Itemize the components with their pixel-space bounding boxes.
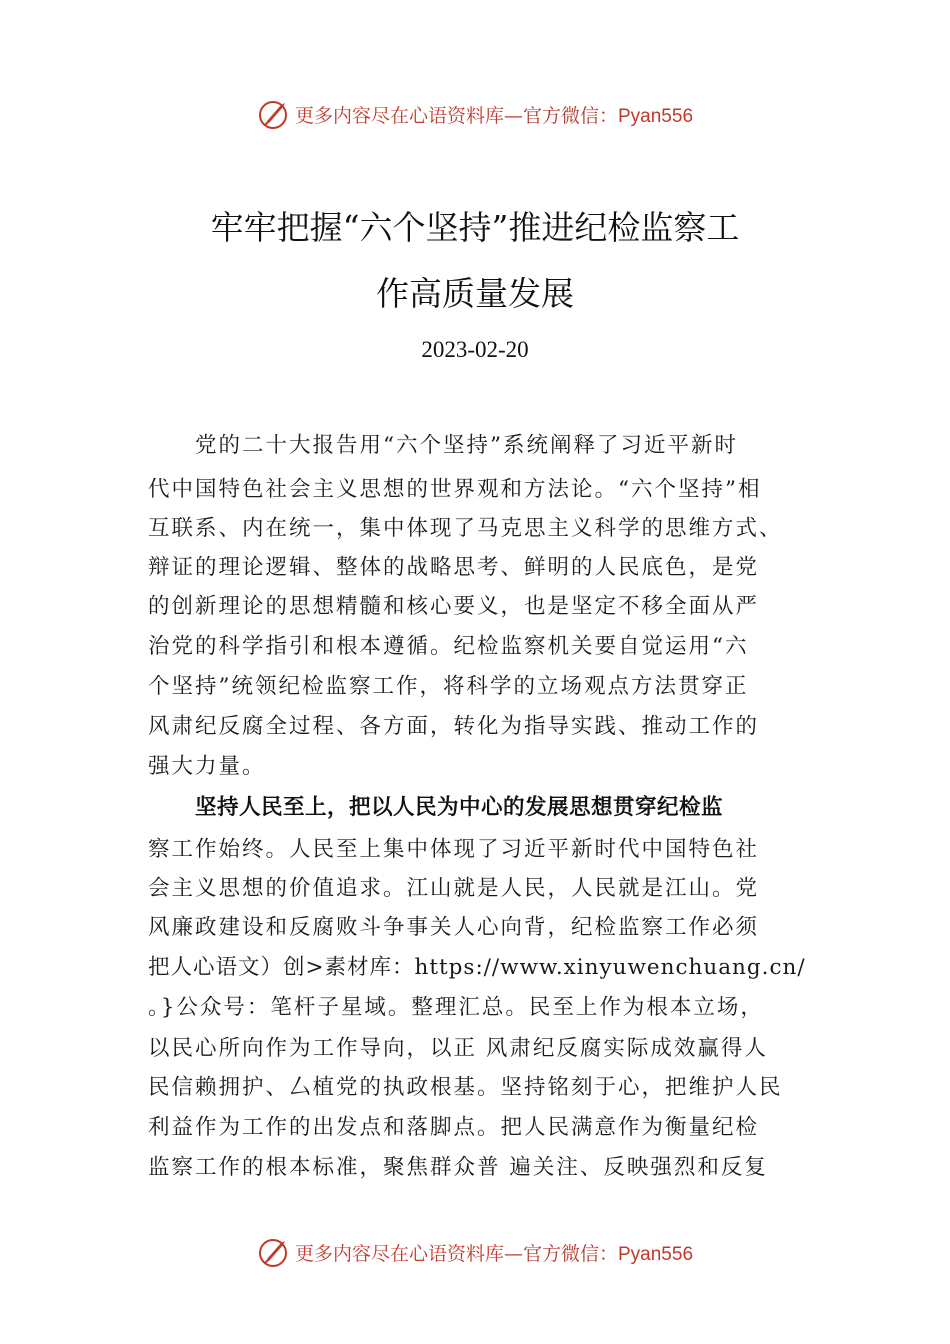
body-line-url: 把人心语文）创>素材库：https://www.xinyuwenchuang.cn/ — [148, 955, 806, 980]
banner-text: 更多内容尽在心语资料库—官方微信：Pyan556 — [294, 104, 694, 127]
body-line: 治党的科学指引和根本遵循。纪检监察机关要自觉运用“六 — [148, 634, 749, 659]
body-line: 互联系、内在统一，集中体现了马克思主义科学的思维方式、 — [148, 516, 783, 541]
body-line: 风肃纪反腐全过程、各方面，转化为指导实践、推动工作的 — [148, 714, 760, 739]
document-date: 2023-02-20 — [421, 337, 529, 362]
wechat-label: 官方微信： — [522, 104, 618, 127]
body-line: 党的二十大报告用“六个坚持”系统阐释了习近平新时 — [195, 433, 738, 458]
body-line: 风廉政建设和反腐败斗争事关人心向背，纪检监察工作必须 — [148, 915, 760, 940]
body-line: 察工作始终。人民至上集中体现了习近平新时代中国特色社 — [148, 837, 760, 862]
body-line: 的创新理论的思想精髓和核心要义，也是坚定不移全面从严 — [148, 594, 760, 619]
document-title-line-2: 作高质量发展 — [376, 274, 574, 313]
wechat-label: 官方微信： — [522, 1242, 618, 1265]
document-title-line-1: 牢牢把握“六个坚持”推进纪检监察工 — [210, 208, 740, 247]
section-heading: 坚持人民至上，把以人民为中心的发展思想贯穿纪检监 — [195, 795, 724, 820]
quill-logo-icon — [257, 97, 291, 131]
header-banner — [0, 94, 950, 134]
body-line: 监察工作的根本标准，聚焦群众普 遍关注、反映强烈和反复 — [148, 1155, 768, 1180]
footer-banner — [0, 1232, 950, 1272]
wechat-id: Pyan556 — [618, 105, 694, 127]
wechat-id: Pyan556 — [618, 1243, 694, 1265]
quill-logo-icon — [257, 1235, 291, 1269]
body-line: 个坚持”统领纪检监察工作，将科学的立场观点方法贯穿正 — [148, 674, 749, 699]
body-line: 以民心所向作为工作导向，以正 风肃纪反腐实际成效赢得人 — [148, 1036, 768, 1061]
body-line: 民信赖拥护、⼛植党的执政根基。坚持铭刻于心，把维护人民 — [148, 1075, 783, 1100]
body-line: 。}公众号：笔杆子星域。整理汇总。民至上作为根本立场， — [148, 995, 764, 1020]
body-line: 利益作为工作的出发点和落脚点。把人民满意作为衡量纪检 — [148, 1115, 760, 1140]
body-line: 辩证的理论逻辑、整体的战略思考、鲜明的人民底色，是党 — [148, 555, 760, 580]
body-line: 强大力量。 — [148, 754, 266, 779]
body-line: 代中国特色社会主义思想的世界观和方法论。“六个坚持”相 — [148, 477, 762, 502]
body-line: 会主义思想的价值追求。江山就是人民，人民就是江山。党 — [148, 876, 760, 901]
banner-text: 更多内容尽在心语资料库—官方微信：Pyan556 — [294, 1242, 694, 1265]
